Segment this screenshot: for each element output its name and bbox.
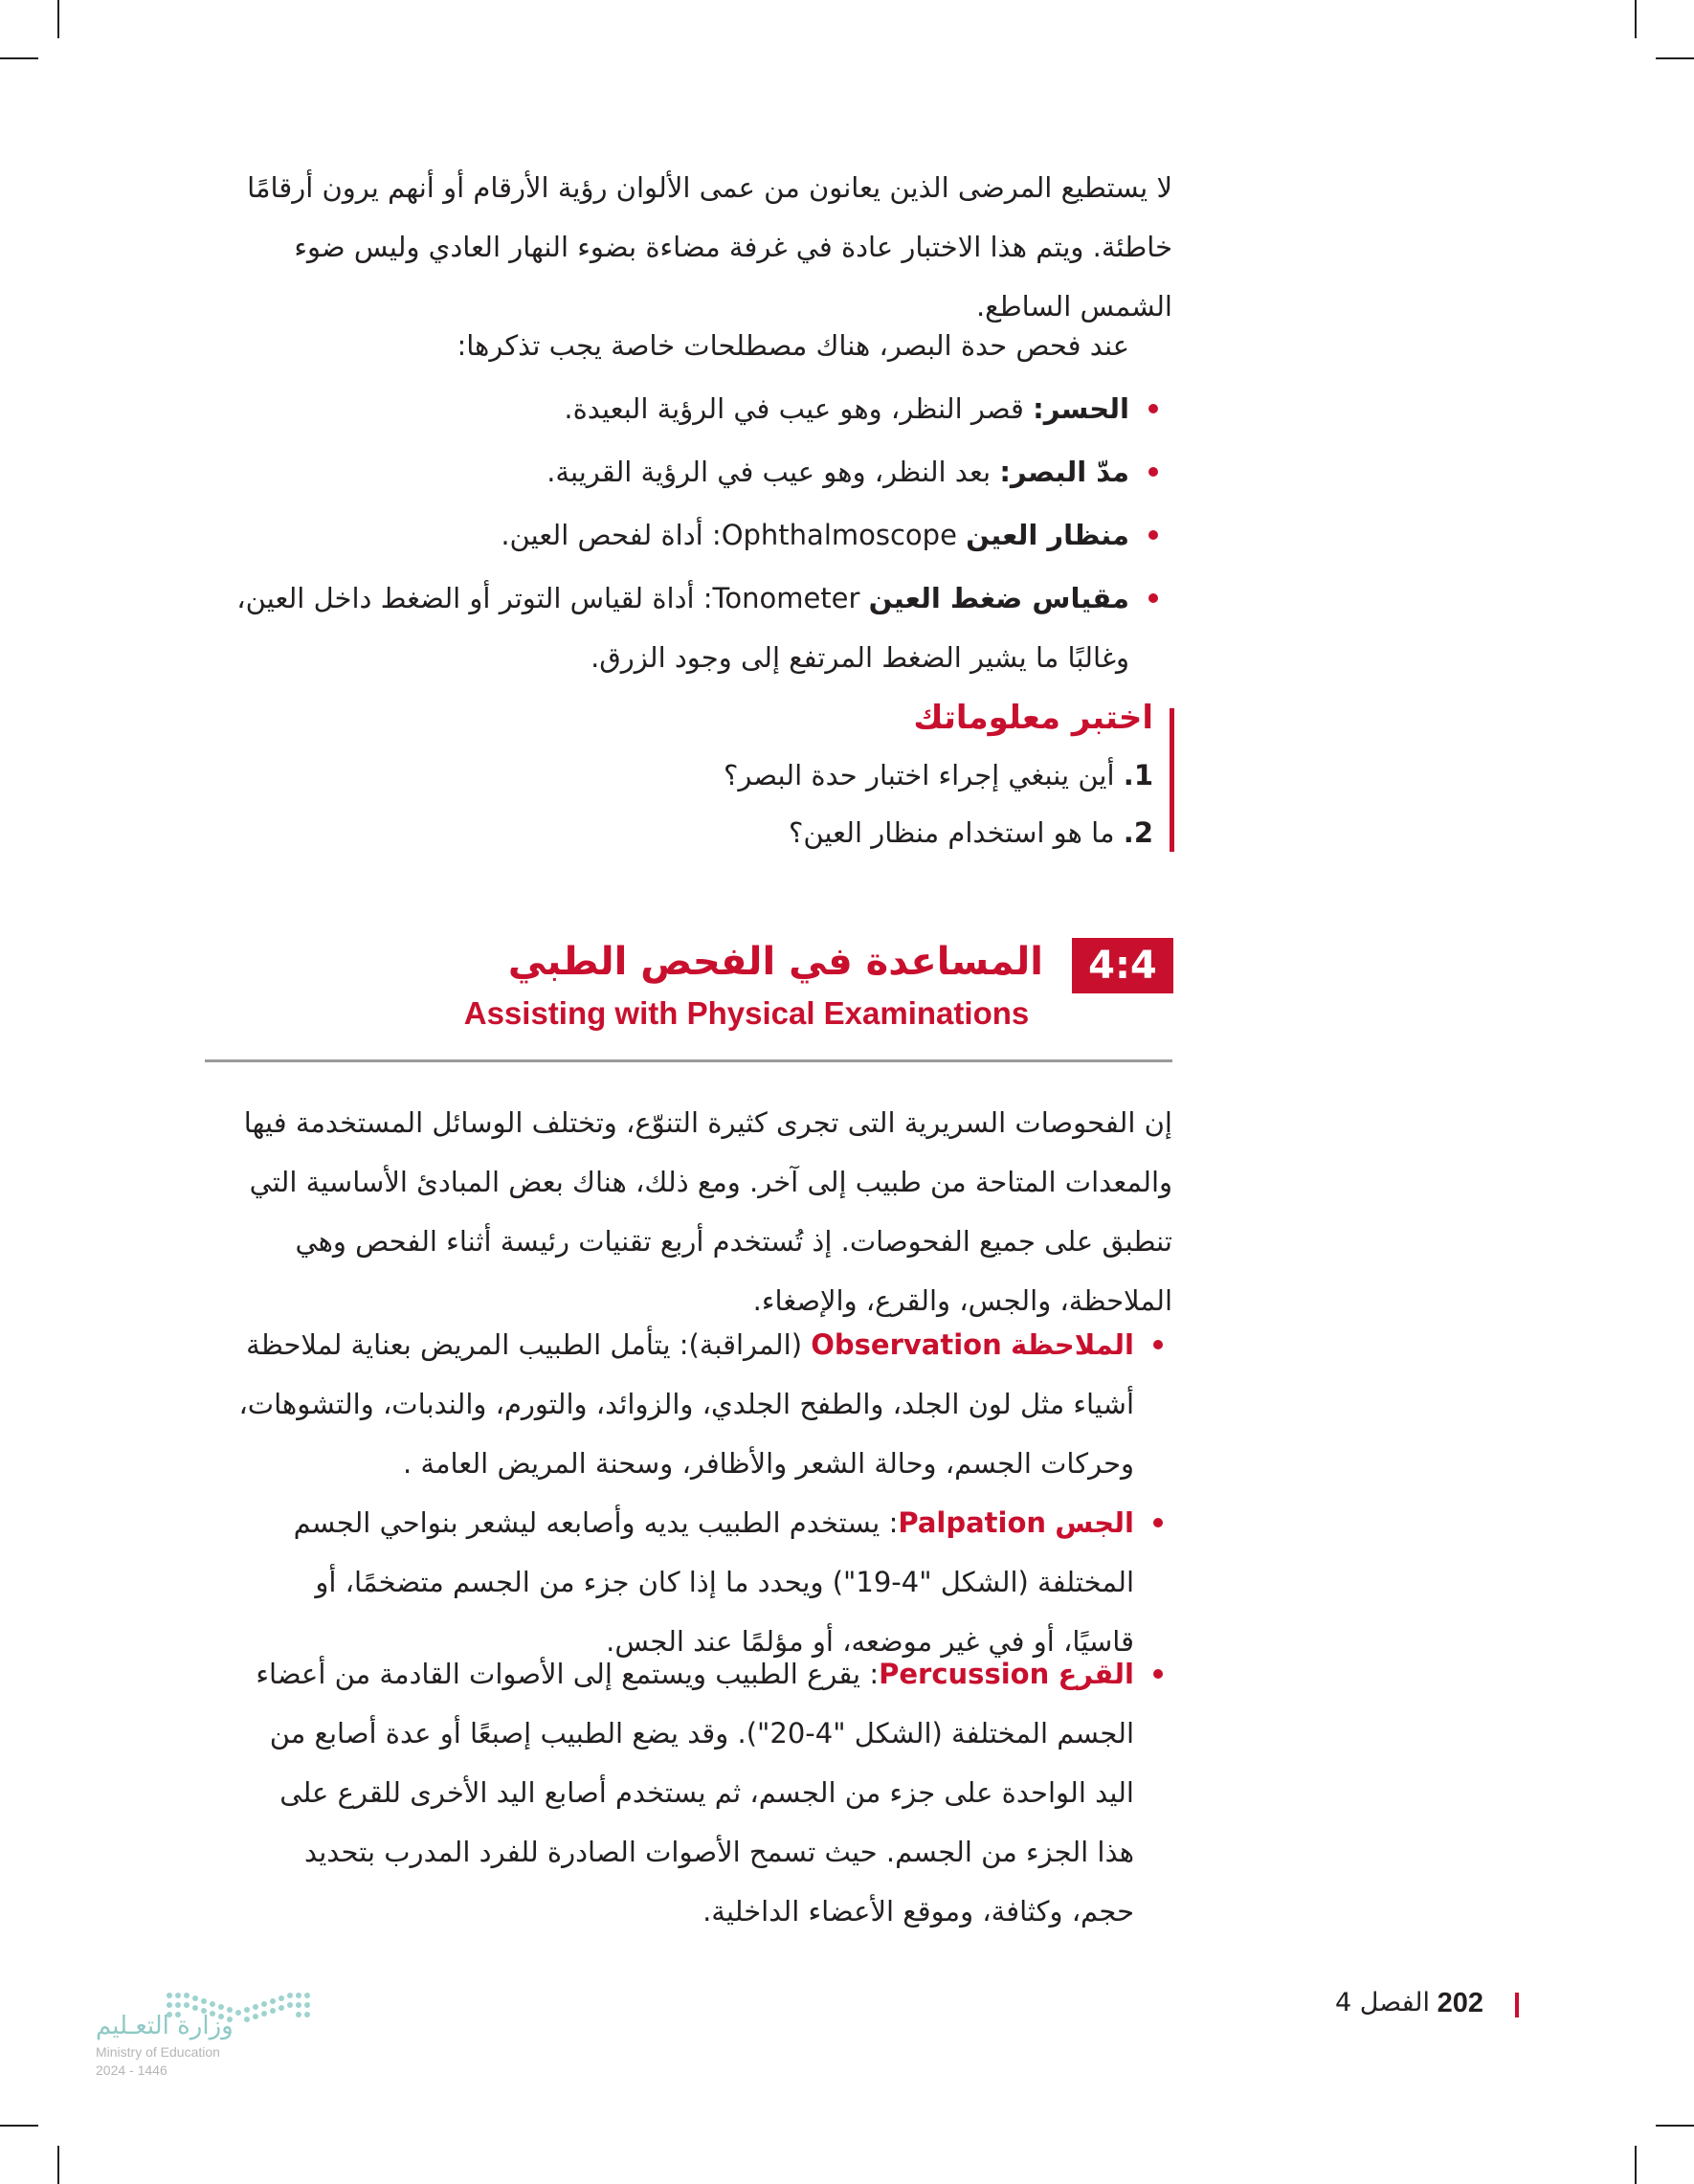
text-line: حجم، وكثافة، وموقع الأعضاء الداخلية. (702, 1895, 1134, 1928)
text-line: أشياء مثل لون الجلد، والطفح الجلدي، والزوائد، والتورم، والندبات، والتشوهات، (238, 1388, 1134, 1420)
technique-desc: (المراقبة): يتأمل الطبيب المريض بعناية لملاحظة (246, 1328, 803, 1361)
ministry-year: 2024 - 1446 (96, 2062, 167, 2078)
text-line: لا يستطيع المرضى الذين يعانون من عمى الألوان رؤية الأرقام أو أنهم يرون أرقامًا (247, 171, 1172, 204)
text-line: وغالبًا ما يشير الضغط المرتفع إلى وجود الزرق. (591, 641, 1129, 674)
quiz-title: اختبر معلوماتك (913, 699, 1153, 737)
term-english: Tonometer (712, 582, 860, 614)
text-line (211, 568, 1129, 628)
bullet-dot (1148, 467, 1158, 477)
term-label: الحسر: (1033, 392, 1129, 425)
term-english: Ophthalmoscope (721, 519, 957, 551)
section-title-en: Assisting with Physical Examinations (463, 995, 1030, 1031)
term-desc: بعد النظر، وهو عيب في الرؤية القريبة. (546, 456, 992, 488)
technique-english: Observation (811, 1328, 1002, 1361)
text-line: تنطبق على جميع الفحوصات. إذ تُستخدم أربع تقنيات رئيسة أثناء الفحص وهي (295, 1225, 1172, 1258)
term-label: مقياس ضغط العين (868, 582, 1129, 614)
section-title-ar: المساعدة في الفحص الطبي (507, 940, 1043, 984)
question-text: أين ينبغي إجراء اختبار حدة البصر؟ (723, 759, 1115, 791)
intro-paragraph (215, 158, 1172, 336)
term-desc: : أداة لفحص العين. (501, 519, 722, 551)
bullet-dot (1153, 1669, 1163, 1679)
term-item (172, 442, 1129, 501)
question-number: 2. (1123, 816, 1153, 849)
term-desc: : أداة لقياس التوتر أو الضغط داخل العين، (236, 582, 713, 614)
bullet-dot (1148, 530, 1158, 540)
text-line: قاسيًا، أو في غير موضعه، أو مؤلمًا عند الجس. (606, 1625, 1134, 1658)
text-line: خاطئة. ويتم هذا الاختبار عادة في غرفة مضاءة بضوء النهار العادي وليس ضوء (294, 231, 1172, 263)
technique-percussion (215, 1644, 1134, 1941)
text-line: اليد الواحدة على جزء من الجسم، ثم يستخدم أصابع اليد الأخرى للقرع على (279, 1776, 1134, 1809)
text-line (215, 1315, 1134, 1374)
ministry-name-ar: وزارة التعـليم (96, 2012, 234, 2040)
question-text: ما هو استخدام منظار العين؟ (788, 816, 1115, 849)
section-number: 4:4 (1072, 938, 1173, 993)
question-number: 1. (1123, 759, 1153, 791)
text-line: والمعدات المتاحة من طبيب إلى آخر. ومع ذلك، هناك بعض المبادئ الأساسية التي (249, 1166, 1172, 1198)
technique-english: Percussion (879, 1658, 1050, 1690)
technique-term: الملاحظة (1010, 1328, 1134, 1361)
technique-english: Palpation (898, 1506, 1047, 1539)
chapter-label: الفصل 4 (1334, 1988, 1430, 2017)
text-line: وحركات الجسم، وحالة الشعر والأظافر، وسحنة المريض العامة . (402, 1447, 1134, 1480)
text-line: الملاحظة، والجس، والقرع، والإصغاء. (752, 1284, 1172, 1317)
text-line: إن الفحوصات السريرية التى تجرى كثيرة التنوّع، وتختلف الوسائل المستخدمة فيها (243, 1106, 1172, 1139)
term-item (172, 379, 1129, 438)
body-paragraph (215, 1093, 1172, 1330)
technique-desc: : يقرع الطبيب ويستمع إلى الأصوات القادمة من أعضاء (256, 1658, 880, 1690)
crop-mark (1656, 57, 1694, 59)
text-line: الشمس الساطع. (975, 290, 1172, 323)
technique-observation (215, 1315, 1134, 1493)
bullet-dot (1148, 593, 1158, 603)
bullet-dot (1153, 1340, 1163, 1349)
section-divider (205, 1059, 1172, 1062)
term-item (172, 505, 1129, 565)
terms-intro: عند فحص حدة البصر، هناك مصطلحات خاصة يجب تذكرها: (457, 329, 1129, 362)
crop-mark (1635, 0, 1637, 38)
text-line (215, 1493, 1134, 1552)
crop-mark (0, 2125, 38, 2127)
bullet-dot (1148, 404, 1158, 413)
term-item (211, 568, 1129, 687)
text-line: هذا الجزء من الجسم. حيث تسمح الأصوات الصادرة للفرد المدرب بتحديد (303, 1836, 1134, 1868)
crop-mark (1635, 2146, 1637, 2184)
footer-accent-bar (1515, 1993, 1519, 2017)
crop-mark (57, 2146, 59, 2184)
text-line: المختلفة (الشكل "4-19") ويحدد ما إذا كان جزء من الجسم متضخمًا، أو (315, 1566, 1134, 1598)
ministry-name-en: Ministry of Education (96, 2044, 220, 2060)
technique-desc: : يستخدم الطبيب يديه وأصابعه ليشعر بنواحي الجسم (293, 1506, 899, 1539)
quiz-question (724, 759, 1153, 791)
term-label: منظار العين (966, 519, 1129, 551)
crop-mark (57, 0, 59, 38)
term-label: مدّ البصر: (999, 456, 1129, 488)
quiz-accent-bar (1170, 708, 1174, 852)
quiz-question (789, 816, 1153, 849)
text-line (215, 1644, 1134, 1704)
bullet-dot (1153, 1518, 1163, 1527)
technique-term: القرع (1058, 1658, 1134, 1690)
crop-mark (1656, 2125, 1694, 2127)
term-desc: قصر النظر، وهو عيب في الرؤية البعيدة. (564, 392, 1024, 425)
text-line: الجسم المختلفة (الشكل "4-20"). وقد يضع الطبيب إصبعًا أو عدة أصابع من (269, 1717, 1134, 1749)
page-number: 202 (1437, 1988, 1483, 2018)
technique-term: الجس (1055, 1506, 1134, 1539)
crop-mark (0, 57, 38, 59)
